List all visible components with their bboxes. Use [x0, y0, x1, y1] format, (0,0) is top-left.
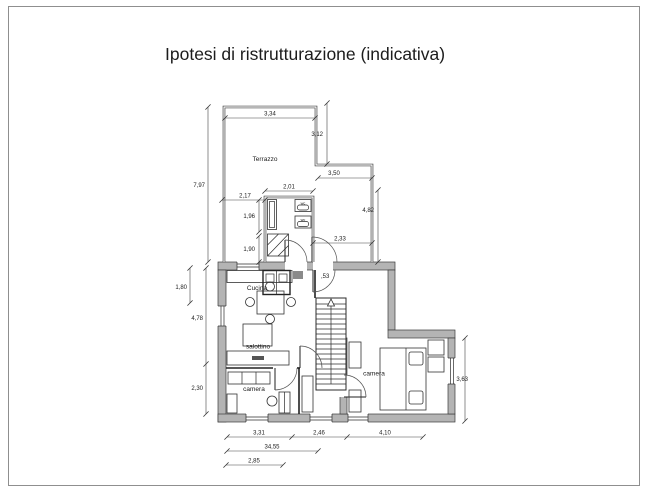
wardrobe: [349, 342, 361, 368]
dim-left-lower: 2,30: [191, 386, 203, 392]
dim-walkway-width: 2,33: [334, 236, 346, 243]
dim-bath-lower: 1,90: [243, 247, 255, 253]
dim-walkway-height: 4,82: [362, 208, 374, 214]
dim-terrace-step: 3,50: [328, 171, 340, 177]
dim-terrace-top: 3,34: [264, 111, 276, 118]
kitchen-furniture: [227, 271, 303, 324]
dim-terrace-left: 7,97: [193, 183, 205, 189]
wardrobe: [349, 390, 361, 412]
dim-left-upper: 1,80: [175, 285, 187, 291]
terrace-label: Terrazzo: [252, 156, 278, 163]
wc-label: wc: [300, 201, 306, 206]
sofa-cushion: [252, 356, 264, 360]
bedroom-left-door: [275, 368, 297, 390]
living-label: salottino: [245, 343, 271, 351]
wc-fixture: [295, 200, 311, 212]
dim-terrace-right: 3,12: [311, 132, 323, 138]
side-table: [267, 396, 277, 406]
dim-left-middle: 4,78: [191, 316, 203, 322]
double-bed: [380, 348, 426, 410]
page-title: Ipotesi di ristrutturazione (indicativa): [165, 44, 446, 64]
bedroom-left-label: camera: [243, 386, 265, 393]
room-labels: [243, 285, 385, 393]
staircase: [316, 298, 346, 390]
pillow: [409, 391, 423, 404]
kitchen-cabinet: [293, 271, 303, 279]
terrace: [224, 107, 372, 262]
dim-bath-upper: 1,96: [243, 214, 255, 220]
dim-bottom-partial: 2,85: [248, 458, 260, 465]
nightstand: [428, 357, 444, 372]
wc-label-2: wc: [300, 218, 306, 222]
pillow: [409, 352, 423, 365]
dim-bottom-right: 4,10: [379, 430, 391, 437]
dim-door-width: ,53: [321, 274, 330, 280]
dim-bottom-middle: 2,46: [313, 430, 325, 437]
kitchen-counter: [227, 271, 292, 283]
chair: [287, 298, 296, 307]
corridor-cabinet: [302, 376, 313, 412]
bedroom-right-label: camera: [363, 370, 385, 378]
bathroom-cabinet: [268, 200, 277, 230]
chair: [266, 315, 275, 324]
chair: [246, 298, 255, 307]
dim-bottom-left: 3,31: [253, 430, 265, 437]
kitchen-label: Cucina: [246, 285, 268, 292]
dim-bath-offset: 2,17: [239, 193, 251, 200]
dim-bedroom-right: 3,63: [456, 377, 468, 383]
nightstand: [428, 340, 444, 355]
bidet-fixture: [295, 216, 311, 228]
wardrobe: [228, 372, 270, 384]
bathroom: [265, 197, 313, 262]
dim-bath-top: 2,01: [283, 184, 295, 191]
cabinet: [227, 394, 237, 413]
dim-bottom-total: 34,55: [264, 444, 280, 451]
